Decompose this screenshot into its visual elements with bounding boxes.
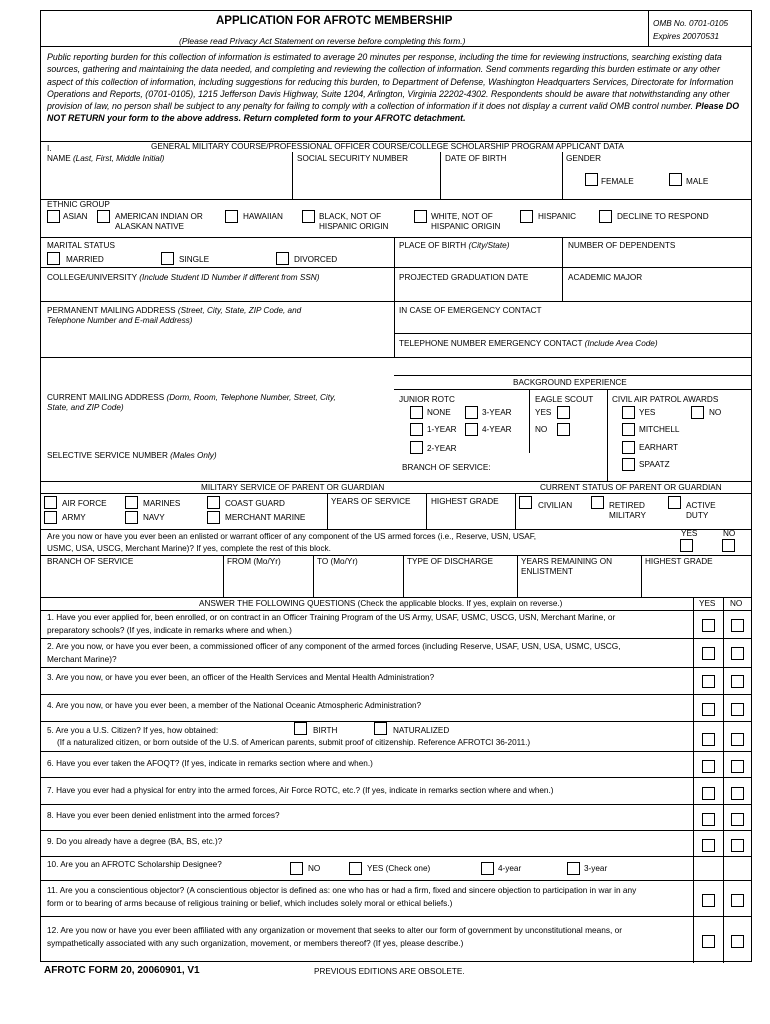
merchant-checkbox[interactable] (207, 511, 220, 524)
afrotc-form (40, 10, 752, 962)
major-label: ACADEMIC MAJOR (568, 273, 643, 282)
q9-no-checkbox[interactable] (731, 839, 744, 852)
retired-label: RETIRED MILITARY (609, 501, 647, 520)
q12-no-checkbox[interactable] (731, 935, 744, 948)
q2-no-checkbox[interactable] (731, 647, 744, 660)
q12-yes-checkbox[interactable] (702, 935, 715, 948)
army-label: ARMY (62, 513, 86, 522)
marital-label: MARITAL STATUS (47, 241, 115, 250)
jrotc-2year-label: 2-YEAR (427, 444, 457, 453)
q5-birth-label: BIRTH (313, 726, 338, 735)
name-label: NAME (Last, First, Middle Initial) (47, 154, 165, 163)
asian-checkbox[interactable] (47, 210, 60, 223)
jrotc-none-label: NONE (427, 408, 451, 417)
hawaiian-label: HAWAIIAN (243, 212, 283, 221)
q8-no-checkbox[interactable] (731, 813, 744, 826)
background-label: BACKGROUND EXPERIENCE (513, 378, 627, 387)
merchant-label: MERCHANT MARINE (225, 513, 306, 522)
cap-no-label: NO (709, 408, 722, 417)
hawaiian-checkbox[interactable] (225, 210, 238, 223)
enl-grade-label: HIGHEST GRADE (645, 557, 713, 566)
mitchell-label: MITCHELL (639, 425, 680, 434)
mitchell-checkbox[interactable] (622, 423, 635, 436)
coastguard-checkbox[interactable] (207, 496, 220, 509)
gender-label: GENDER (566, 154, 602, 163)
question-10: 10. Are you an AFROTC Scholarship Designee? (47, 860, 222, 869)
question-4: 4. Are you now, or have you ever been, a member of the National Oceanic Atmospheric Administration? (47, 701, 422, 710)
cap-no-checkbox[interactable] (691, 406, 704, 419)
q10-no-checkbox[interactable] (290, 862, 303, 875)
single-label: SINGLE (179, 255, 210, 264)
enl-discharge-label: TYPE OF DISCHARGE (407, 557, 493, 566)
branch-service-label: BRANCH OF SERVICE: (402, 463, 491, 472)
eagle-yes-label: YES (535, 408, 552, 417)
question-12: 12. Are you now or have you ever been affiliated with any organization or movement that seeks to alter our form of government by unconstitutional means, or sympathetically associated with any such organization, movement, or members thereof? (If yes, please describe.) (47, 925, 622, 948)
current-address-label: CURRENT MAILING ADDRESS (Dorm, Room, Telephone Number, Street, City, State, and ZIP Code) (47, 393, 336, 412)
q1-yes-checkbox[interactable] (702, 619, 715, 632)
q7-no-checkbox[interactable] (731, 787, 744, 800)
q6-yes-checkbox[interactable] (702, 760, 715, 773)
q3-yes-checkbox[interactable] (702, 675, 715, 688)
q5-no-checkbox[interactable] (731, 733, 744, 746)
divorced-label: DIVORCED (294, 255, 338, 264)
decline-label: DECLINE TO RESPOND (617, 212, 709, 221)
selective-service-label: SELECTIVE SERVICE NUMBER (Males Only) (47, 451, 217, 460)
black-label: BLACK, NOT OF HISPANIC ORIGIN (319, 212, 389, 231)
q10-3year-checkbox[interactable] (567, 862, 580, 875)
question-6: 6. Have you ever taken the AFOQT? (If yes, indicate in remarks section where and when.) (47, 759, 373, 768)
enlisted-yes-label: YES (681, 529, 698, 538)
marines-checkbox[interactable] (125, 496, 138, 509)
return-instruction: Please DO NOT RETURN your form to the above address. Return completed form to your AFROTC detachment. (47, 101, 740, 124)
q5-naturalized-label: NATURALIZED (393, 726, 450, 735)
hispanic-label: HISPANIC (538, 212, 577, 221)
q10-no-label: NO (308, 864, 321, 873)
enlisted-question: Are you now or have you ever been an enlisted or warrant officer of any component of the US armed forces (i.e., Reserve, USN, USAF, USMC, USA, USCG, Merchant Marine)? If yes, complete the rest of this block. (47, 532, 537, 553)
q2-yes-checkbox[interactable] (702, 647, 715, 660)
eagle-no-label: NO (535, 425, 548, 434)
question-7: 7. Have you ever had a physical for entry into the armed forces, Air Force ROTC, etc.? (If yes, indicate in remarks section where and when.) (47, 786, 554, 795)
question-2: 2. Are you now, or have you ever been, a commissioned officer of any component of the armed forces (including Reserve, USAF, USN, USA, USMC, USCG, Merchant Marine)? (47, 641, 621, 664)
q10-yes-label: YES (Check one) (367, 864, 431, 873)
earhart-label: EARHART (639, 443, 678, 452)
q5-yes-checkbox[interactable] (702, 733, 715, 746)
years-service-label: YEARS OF SERVICE (331, 497, 411, 506)
enl-remaining-label: YEARS REMAINING ON ENLISTMENT (521, 557, 612, 576)
hispanic-checkbox[interactable] (520, 210, 533, 223)
college-label: COLLEGE/UNIVERSITY (Include Student ID Number if different from SSN) (47, 273, 320, 282)
dob-label: DATE OF BIRTH (445, 154, 507, 163)
question-9: 9. Do you already have a degree (BA, BS, etc.)? (47, 837, 223, 846)
male-label: MALE (686, 177, 709, 186)
perm-address-label: PERMANENT MAILING ADDRESS (Street, City, State, ZIP Code, and Telephone Number and E-mail Address) (47, 306, 302, 325)
airforce-label: AIR FORCE (62, 499, 107, 508)
parent-service-label: MILITARY SERVICE OF PARENT OR GUARDIAN (201, 483, 385, 492)
q10-3year-label: 3-year (584, 864, 608, 873)
q11-no-checkbox[interactable] (731, 894, 744, 907)
q6-no-checkbox[interactable] (731, 760, 744, 773)
q10-yes-checkbox[interactable] (349, 862, 362, 875)
questions-no-header: NO (730, 599, 743, 608)
white-checkbox[interactable] (414, 210, 427, 223)
single-checkbox[interactable] (161, 252, 174, 265)
section-numeral: I. (47, 144, 52, 153)
marines-label: MARINES (143, 499, 181, 508)
ethnic-label: ETHNIC GROUP (47, 200, 110, 209)
jrotc-none-checkbox[interactable] (410, 406, 423, 419)
enlisted-yes-checkbox[interactable] (680, 539, 693, 552)
jrotc-1year-checkbox[interactable] (410, 423, 423, 436)
divorced-checkbox[interactable] (276, 252, 289, 265)
married-checkbox[interactable] (47, 252, 60, 265)
american-indian-checkbox[interactable] (97, 210, 110, 223)
civilian-label: CIVILIAN (538, 501, 573, 510)
q3-no-checkbox[interactable] (731, 675, 744, 688)
jrotc-3year-label: 3-YEAR (482, 408, 512, 417)
earhart-checkbox[interactable] (622, 441, 635, 454)
question-5: 5. Are you a U.S. Citizen? If yes, how obtained: (47, 726, 219, 735)
navy-checkbox[interactable] (125, 511, 138, 524)
question-11: 11. Are you a conscientious objector? (A conscientious objector is defined as: one who has or had a firm, fixed and sincere objection to participation in war in any form or to bearing of arms because of religious training or belief, which includes solely moral or ethical beliefs.) (47, 885, 637, 908)
jrotc-2year-checkbox[interactable] (410, 441, 423, 454)
american-indian-label: AMERICAN INDIAN OR ALASKAN NATIVE (115, 212, 203, 231)
army-checkbox[interactable] (44, 511, 57, 524)
form-subtitle: (Please read Privacy Act Statement on reverse before completing this form.) (179, 36, 466, 46)
ssn-label: SOCIAL SECURITY NUMBER (297, 154, 409, 163)
q9-yes-checkbox[interactable] (702, 839, 715, 852)
q5-birth-checkbox[interactable] (294, 722, 307, 735)
civilian-checkbox[interactable] (519, 496, 532, 509)
obsolete-note: PREVIOUS EDITIONS ARE OBSOLETE. (314, 967, 465, 976)
omb-expires: Expires 20070531 (653, 32, 720, 41)
q7-yes-checkbox[interactable] (702, 787, 715, 800)
omb-number: OMB No. 0701-0105 (653, 19, 729, 28)
q10-4year-checkbox[interactable] (481, 862, 494, 875)
dependents-label: NUMBER OF DEPENDENTS (568, 241, 676, 250)
male-checkbox[interactable] (669, 173, 682, 186)
coastguard-label: COAST GUARD (225, 499, 285, 508)
form-id: AFROTC FORM 20, 20060901, V1 (44, 965, 200, 976)
parent-status-label: CURRENT STATUS OF PARENT OR GUARDIAN (540, 483, 722, 492)
female-label: FEMALE (601, 177, 634, 186)
emergency-contact-label: IN CASE OF EMERGENCY CONTACT (399, 306, 542, 315)
spaatz-checkbox[interactable] (622, 458, 635, 471)
pob-label: PLACE OF BIRTH (City/State) (399, 241, 510, 250)
black-checkbox[interactable] (302, 210, 315, 223)
eagle-no-checkbox[interactable] (557, 423, 570, 436)
graduation-label: PROJECTED GRADUATION DATE (399, 273, 529, 282)
q4-no-checkbox[interactable] (731, 703, 744, 716)
airforce-checkbox[interactable] (44, 496, 57, 509)
question-3: 3. Are you now, or have you ever been, an officer of the Health Services and Mental Health Administration? (47, 673, 435, 682)
decline-checkbox[interactable] (599, 210, 612, 223)
question-8: 8. Have you ever been denied enlistment into the armed forces? (47, 811, 280, 820)
q1-no-checkbox[interactable] (731, 619, 744, 632)
jrotc-4year-label: 4-YEAR (482, 425, 512, 434)
cap-awards-label: CIVIL AIR PATROL AWARDS (612, 395, 719, 404)
spaatz-label: SPAATZ (639, 460, 670, 469)
q4-yes-checkbox[interactable] (702, 703, 715, 716)
married-label: MARRIED (66, 255, 104, 264)
q5-naturalized-checkbox[interactable] (374, 722, 387, 735)
enl-from-label: FROM (Mo/Yr) (227, 557, 281, 566)
active-duty-label: ACTIVE DUTY (686, 501, 716, 520)
enl-branch-label: BRANCH OF SERVICE (47, 557, 134, 566)
q11-yes-checkbox[interactable] (702, 894, 715, 907)
questions-header: ANSWER THE FOLLOWING QUESTIONS (Check the applicable blocks. If yes, explain on reverse.) (199, 599, 563, 608)
eagle-scout-label: EAGLE SCOUT (535, 395, 594, 404)
questions-yes-header: YES (699, 599, 716, 608)
form-title: APPLICATION FOR AFROTC MEMBERSHIP (216, 15, 453, 27)
enlisted-no-checkbox[interactable] (722, 539, 735, 552)
emergency-phone-label: TELEPHONE NUMBER EMERGENCY CONTACT (Include Area Code) (399, 339, 658, 348)
enlisted-no-label: NO (723, 529, 736, 538)
burden-text: Public reporting burden for this collection of information is estimated to average 20 minutes per response, including the time for reviewing instructions, searching existing data sources, gathering and maintaining the data needed, and completing and reviewing the collection of information. Send comments regarding this burden estimate or any other aspect of this collection of information, including suggestions for reducing this burden, to Department of Defense, Washington Headquarters Services, Directorate for Information Operations and Reports, (0701-0105), 1215 Jefferson Davis Highway, Suite 1204, Arlington, Virginia 22202-4302. Respondents should be aware that notwithstanding any other provision of law, no person shall be subject to any penalty for failing to comply with a collection of information if it does not display a current valid OMB control number. (47, 52, 734, 112)
q8-yes-checkbox[interactable] (702, 813, 715, 826)
jrotc-1year-label: 1-YEAR (427, 425, 457, 434)
white-label: WHITE, NOT OF HISPANIC ORIGIN (431, 212, 501, 231)
parent-grade-label: HIGHEST GRADE (431, 497, 499, 506)
navy-label: NAVY (143, 513, 165, 522)
cap-yes-checkbox[interactable] (622, 406, 635, 419)
cap-yes-label: YES (639, 408, 656, 417)
enl-to-label: TO (Mo/Yr) (317, 557, 358, 566)
jrotc-label: JUNIOR ROTC (399, 395, 455, 404)
female-checkbox[interactable] (585, 173, 598, 186)
burden-statement (47, 51, 747, 125)
q5-note: (If a naturalized citizen, or born outside of the U.S. of American parents, submit proof of citizenship. Reference AFROTCI 36-2011.) (57, 738, 531, 747)
section-title: GENERAL MILITARY COURSE/PROFESSIONAL OFFICER COURSE/COLLEGE SCHOLARSHIP PROGRAM APPLICANT DATA (151, 142, 624, 151)
jrotc-3year-checkbox[interactable] (465, 406, 478, 419)
jrotc-4year-checkbox[interactable] (465, 423, 478, 436)
question-1: 1. Have you ever applied for, been enrolled, or on contract in an Officer Training Program of the US Army, USAF, USMC, USCG, USN, Merchant Marine, or preparatory schools? (If yes, indicate in remarks where and when.) (47, 612, 616, 635)
q10-4year-label: 4-year (498, 864, 522, 873)
retired-checkbox[interactable] (591, 496, 604, 509)
active-duty-checkbox[interactable] (668, 496, 681, 509)
asian-label: ASIAN (63, 212, 88, 221)
eagle-yes-checkbox[interactable] (557, 406, 570, 419)
